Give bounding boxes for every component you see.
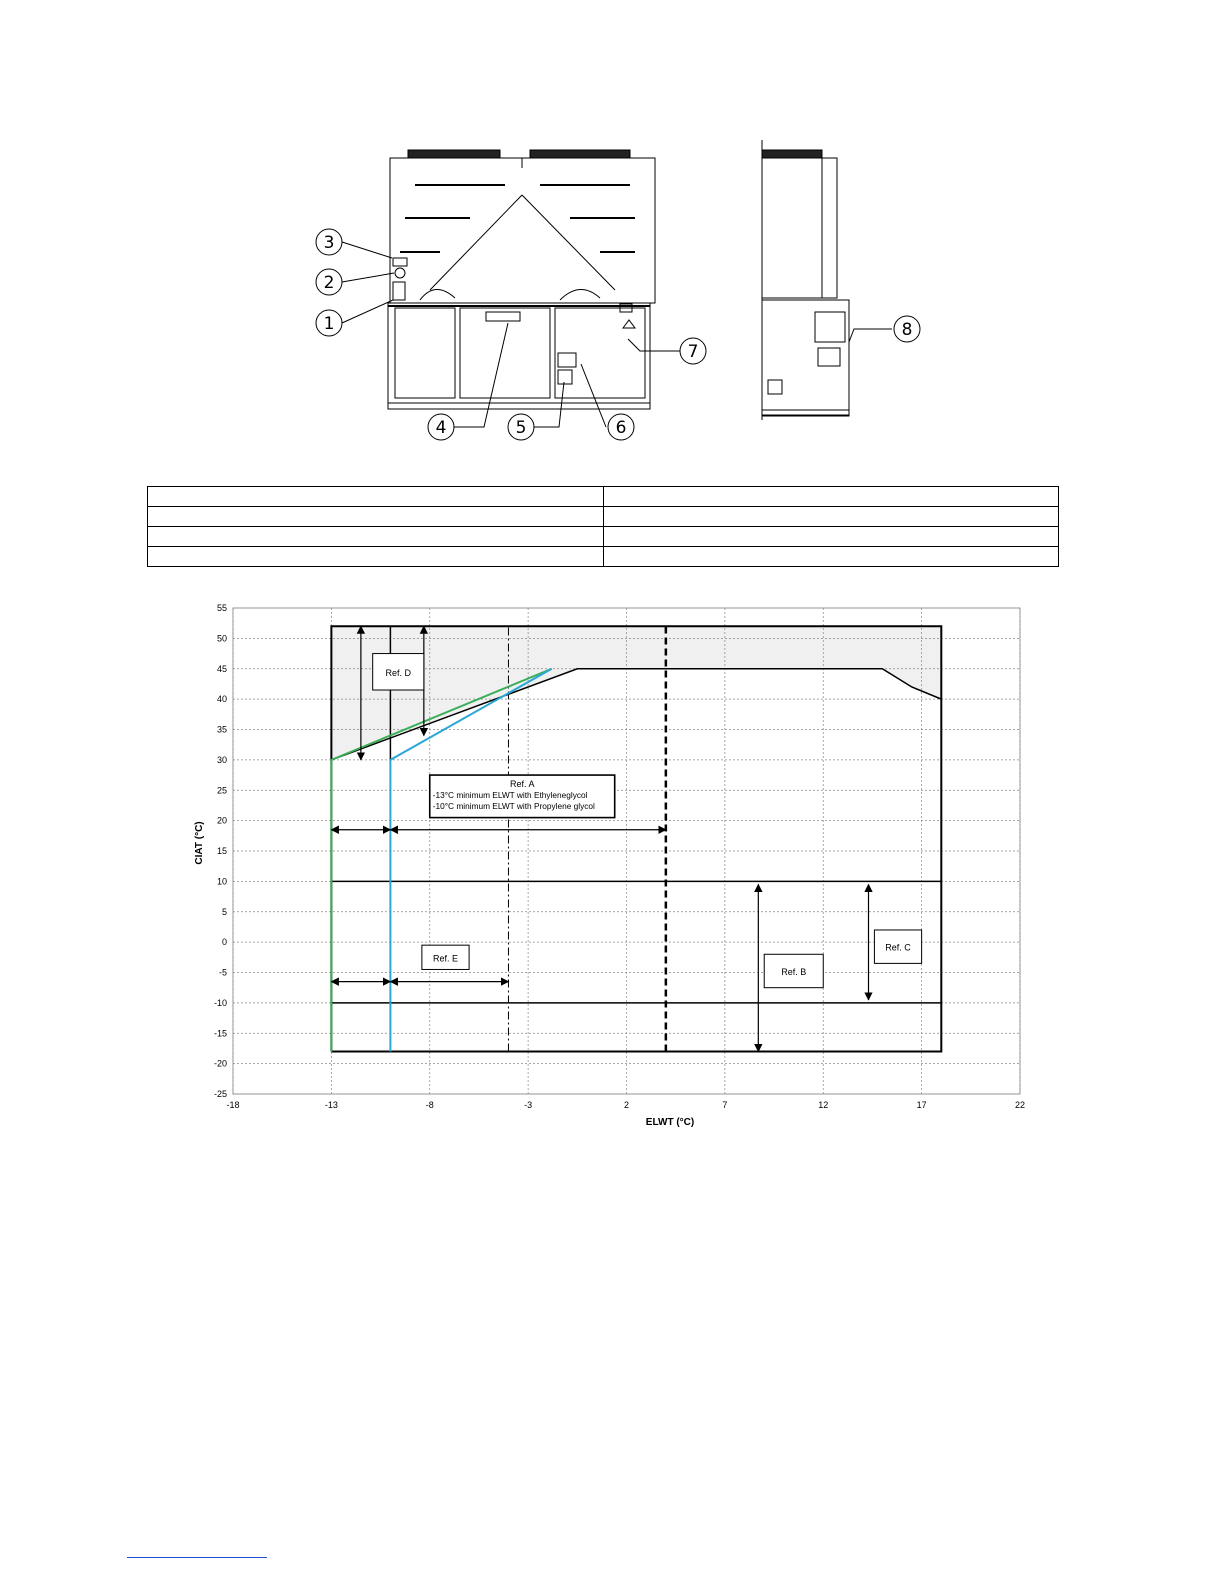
unit-drawing <box>300 130 960 450</box>
y-tick-label: 20 <box>216 815 227 826</box>
svg-text:1: 1 <box>323 314 335 334</box>
table-row <box>148 507 1059 527</box>
svg-text:3: 3 <box>323 233 335 253</box>
callout-8 <box>894 316 920 342</box>
annotation-text: Ref. B <box>781 966 807 977</box>
table-cell <box>603 547 1059 567</box>
y-tick-label: 50 <box>216 633 227 644</box>
y-tick-label: -10 <box>213 997 227 1008</box>
table-cell <box>148 547 604 567</box>
y-tick-label: 10 <box>216 876 227 887</box>
y-axis-label: CIAT (°C) <box>194 821 205 865</box>
ref-a-annotation <box>430 775 615 818</box>
svg-text:7: 7 <box>687 342 699 362</box>
table-cell <box>148 487 604 507</box>
annotation-text: Ref. C <box>885 942 911 953</box>
table-cell <box>148 507 604 527</box>
x-tick-label: -3 <box>524 1100 533 1110</box>
x-tick-label: 12 <box>818 1100 829 1110</box>
table-row <box>148 487 1059 507</box>
callout-3 <box>316 229 342 255</box>
table-cell <box>603 507 1059 527</box>
table-cell <box>148 527 604 547</box>
callout-6 <box>608 414 634 440</box>
x-tick-label: -13 <box>324 1100 338 1110</box>
annotation-text: Ref. E <box>432 953 458 964</box>
callout-7 <box>680 338 706 364</box>
y-tick-label: 55 <box>216 603 227 613</box>
table-row <box>148 527 1059 547</box>
svg-text:6: 6 <box>615 418 627 438</box>
y-tick-label: 30 <box>216 754 227 765</box>
y-tick-label: -25 <box>213 1089 227 1099</box>
y-tick-label: 5 <box>221 906 227 917</box>
y-tick-label: 25 <box>216 785 227 796</box>
x-tick-label: -18 <box>226 1100 240 1110</box>
x-tick-label: 2 <box>623 1100 630 1110</box>
y-tick-label: 0 <box>221 937 227 948</box>
table-cell <box>603 527 1059 547</box>
callout-4 <box>428 414 454 440</box>
svg-text:4: 4 <box>435 418 447 438</box>
callout-1 <box>316 310 342 336</box>
y-tick-label: -20 <box>213 1058 227 1069</box>
y-tick-label: -5 <box>218 967 227 978</box>
callout-2 <box>316 269 342 295</box>
x-tick-label: 22 <box>1014 1100 1026 1110</box>
table-cell <box>603 487 1059 507</box>
y-tick-label: -15 <box>213 1028 227 1039</box>
callout-5 <box>508 414 534 440</box>
annotation-text: Ref. D <box>385 667 412 678</box>
annotation-text: -10°C minimum ELWT with Propylene glycol <box>432 801 595 812</box>
y-tick-label: 35 <box>216 724 227 735</box>
svg-text:8: 8 <box>901 320 913 340</box>
x-tick-label: -8 <box>425 1100 434 1110</box>
footer-link-underline <box>127 1557 267 1558</box>
svg-text:2: 2 <box>323 273 335 293</box>
x-axis-label: ELWT (°C) <box>645 1117 695 1128</box>
annotation-text: -13°C minimum ELWT with Ethyleneglycol <box>432 790 588 801</box>
table-row <box>148 547 1059 567</box>
annotation-text: Ref. A <box>509 779 535 790</box>
svg-text:5: 5 <box>515 418 527 438</box>
y-tick-label: 40 <box>216 694 227 705</box>
ref-e-annotation <box>422 945 469 969</box>
y-tick-label: 15 <box>216 846 227 856</box>
ref-d-annotation <box>373 654 424 690</box>
x-tick-label: 17 <box>916 1100 927 1110</box>
operating-envelope-chart <box>190 598 1040 1133</box>
ref-b-annotation <box>764 954 823 987</box>
y-tick-label: 45 <box>216 663 227 674</box>
ref-c-annotation <box>874 930 921 963</box>
data-table <box>147 486 1059 567</box>
x-tick-label: 7 <box>722 1100 728 1110</box>
